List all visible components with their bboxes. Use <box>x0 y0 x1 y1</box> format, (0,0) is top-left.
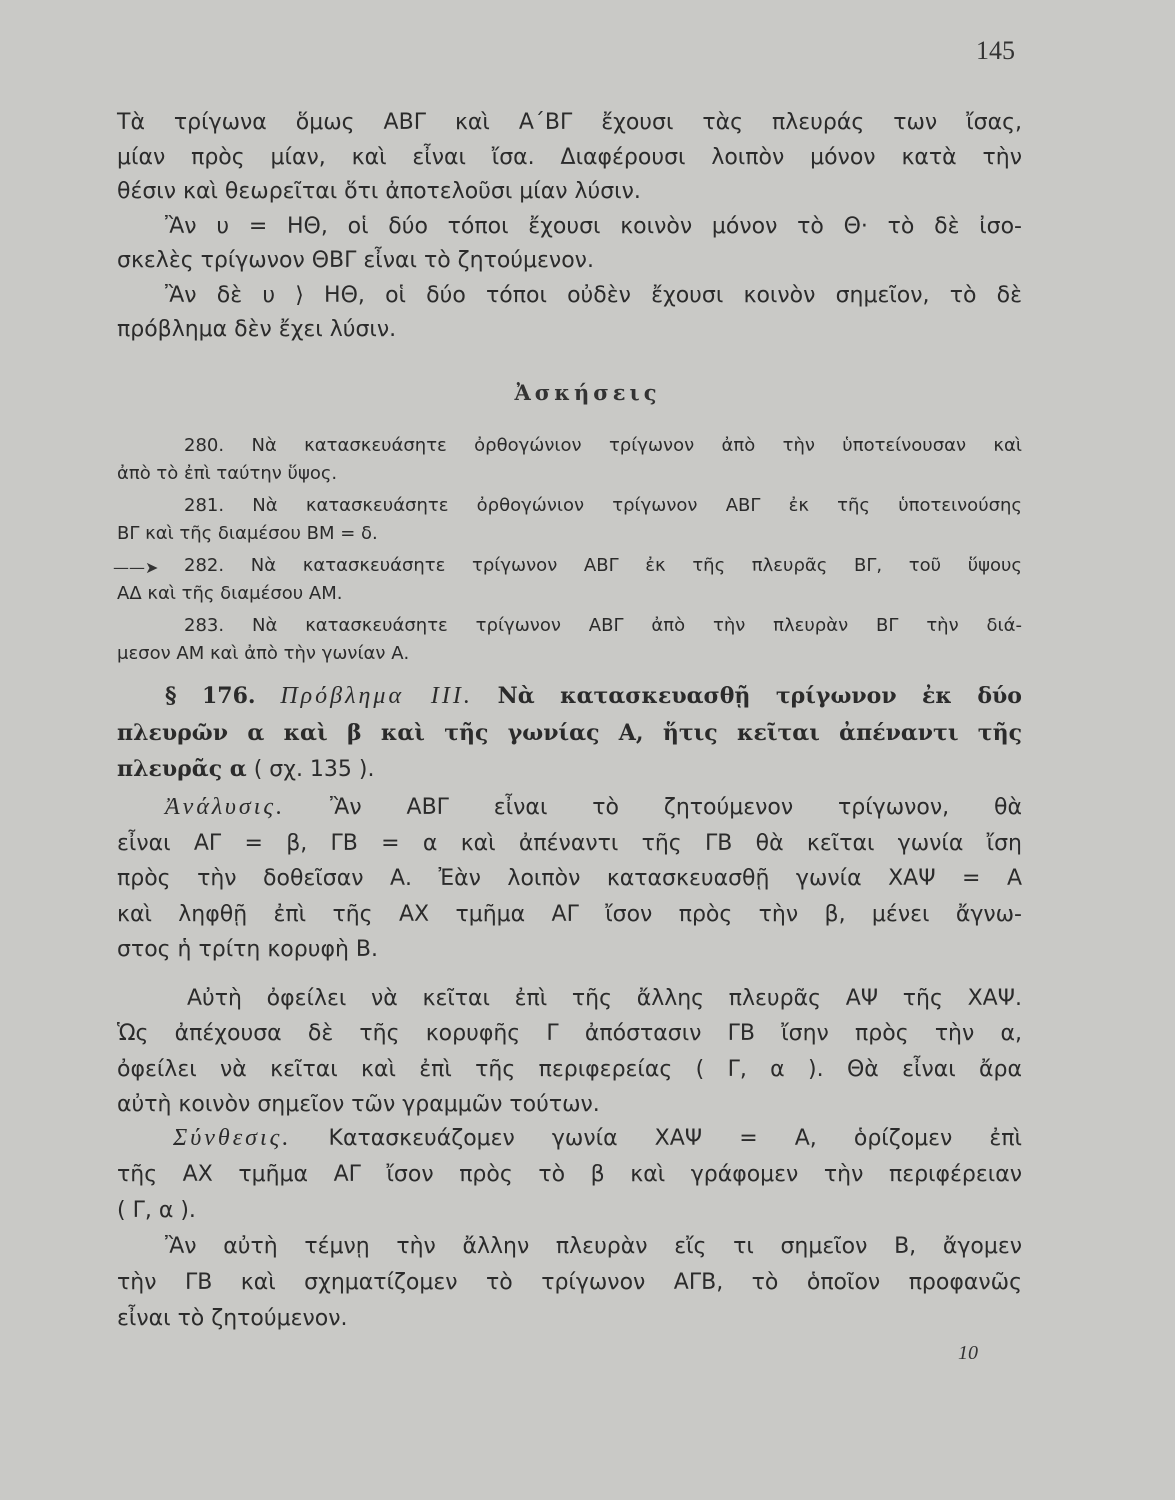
intro-paragraph-1 <box>117 106 1022 210</box>
text-line: τῆς ΑΧ τμῆμα ΑΓ ἴσον πρὸς τὸ β καὶ γράφομεν τὴν περιφέρειαν <box>117 1162 1022 1187</box>
text-line: Ἂν αὐτὴ τέμνῃ τὴν ἄλλην πλευρὰν εἴς τι σημεῖον Β, ἄγομεν <box>165 1234 1022 1259</box>
exercise-281 <box>117 492 1022 548</box>
analysis-label: Ἀνάλυσις. <box>165 794 286 820</box>
text-line: πρὸς τὴν δοθεῖσαν Α. Ἐὰν λοιπὸν κατασκευασθῇ γωνία ΧΑΨ = Α <box>117 866 1022 891</box>
exercise-line: ἀπὸ τὸ ἐπὶ ταύτην ὕψος. <box>117 463 338 484</box>
page-number: 145 <box>976 36 1015 65</box>
text-line: στος ἡ τρίτη κορυφὴ Β. <box>117 937 378 962</box>
section-title-line: πλευρᾶς α ( σχ. 135 ). <box>117 756 375 782</box>
exercise-line: ΒΓ καὶ τῆς διαμέσου ΒΜ = δ. <box>117 523 378 544</box>
exercise-list <box>113 432 1022 668</box>
exercise-283 <box>117 612 1022 668</box>
synthesis-label: Σύνθεσις. <box>173 1125 292 1151</box>
intro-paragraph-2 <box>117 210 1022 245</box>
exercise-line: ΑΔ καὶ τῆς διαμέσου ΑΜ. <box>117 583 343 604</box>
exercise-line: 282. Νὰ κατασκευάσητε τρίγωνον ΑΒΓ ἐκ τῆς πλευρᾶς ΒΓ, τοῦ ὕψους <box>184 555 1022 576</box>
exercise-282 <box>113 552 1022 608</box>
exercise-line: 283. Νὰ κατασκευάσητε τρίγωνον ΑΒΓ ἀπὸ τὴν πλευρὰν ΒΓ τὴν διά- <box>184 615 1022 636</box>
exercise-line: 281. Νὰ κατασκευάσητε ὀρθογώνιον τρίγωνον ΑΒΓ ἐκ τῆς ὑποτεινούσης <box>184 495 1022 516</box>
section-176 <box>117 678 1022 788</box>
exercises-heading: Ἀσκήσεις <box>514 380 661 405</box>
intro-text <box>117 106 1022 348</box>
text-line: ( Γ, α ). <box>117 1198 196 1223</box>
analysis-first-line: Ἀνάλυσις. Ἂν ΑΒΓ εἶναι τὸ ζητούμενον τρίγωνον, θὰ <box>165 794 1022 820</box>
synthesis-first-line: Σύνθεσις. Κατασκευάζομεν γωνία ΧΑΨ = Α, ὁρίζομεν ἐπὶ <box>173 1125 1022 1151</box>
intro-paragraph-3-cont <box>117 313 1022 348</box>
figure-reference: ( σχ. 135 ). <box>253 757 375 782</box>
section-title: Νὰ κατασκευασθῇ τρίγωνον ἐκ δύο <box>497 683 1022 709</box>
text-line: τὴν ΓΒ καὶ σχηματίζομεν τὸ τρίγωνον ΑΓΒ, τὸ ὁποῖον προφανῶς <box>117 1270 1022 1295</box>
text-line: καὶ ληφθῇ ἐπὶ τῆς ΑΧ τμῆμα ΑΓ ἴσον πρὸς τὴν β, μένει ἄγνω- <box>117 901 1022 927</box>
analysis <box>117 790 1022 1123</box>
section-title-line <box>117 678 1022 715</box>
text-line: Ἂν δὲ υ ⟩ ΗΘ, οἱ δύο τόποι οὐδὲν ἔχουσι κοινὸν σημεῖον, τὸ δὲ <box>165 282 1022 308</box>
text-line: μίαν πρὸς μίαν, καὶ εἶναι ἴσα. Διαφέρουσι λοιπὸν μόνον κατὰ τὴν <box>117 144 1022 170</box>
signature-number: 10 <box>958 1342 978 1364</box>
text-line: Τὰ τρίγωνα ὅμως ΑΒΓ καὶ Α΄ΒΓ ἔχουσι τὰς πλευράς των ἴσας, <box>117 110 1022 135</box>
text-line: Ἂν υ = ΗΘ, οἱ δύο τόποι ἔχουσι κοινὸν μόνον τὸ Θ· τὸ δὲ ἰσο- <box>165 213 1022 239</box>
text-line: αὐτὴ κοινὸν σημεῖον τῶν γραμμῶν τούτων. <box>117 1092 600 1117</box>
text-line: πρόβλημα δὲν ἔχει λύσιν. <box>117 317 397 342</box>
text-line: σκελὲς τρίγωνον ΘΒΓ εἶναι τὸ ζητούμενον. <box>117 248 594 273</box>
intro-paragraph-2-cont <box>117 244 1022 279</box>
text-line: εἶναι ΑΓ = β, ΓΒ = α καὶ ἀπέναντι τῆς ΓΒ θὰ κεῖται γωνία ἴση <box>117 830 1022 856</box>
exercise-line: μεσον ΑΜ καὶ ἀπὸ τὴν γωνίαν Α. <box>117 643 410 664</box>
text-line: θέσιν καὶ θεωρεῖται ὅτι ἀποτελοῦσι μίαν λύσιν. <box>117 179 641 204</box>
section-label: Πρόβλημα ΙΙΙ. <box>280 683 473 709</box>
handwritten-arrow-mark: ——➤ <box>113 558 159 577</box>
exercise-line: 280. Νὰ κατασκευάσητε ὀρθογώνιον τρίγωνον ἀπὸ τὴν ὑποτείνουσαν καὶ <box>184 435 1022 456</box>
exercise-280 <box>117 432 1022 488</box>
text-line: εἶναι τὸ ζητούμενον. <box>117 1306 348 1331</box>
intro-paragraph-3 <box>117 279 1022 314</box>
text-line: ὀφείλει νὰ κεῖται καὶ ἐπὶ τῆς περιφερείας ( Γ, α ). Θὰ εἶναι ἄρα <box>117 1056 1022 1082</box>
section-number: § 176. <box>165 683 256 709</box>
text-line: Ὡς ἀπέχουσα δὲ τῆς κορυφῆς Γ ἀπόστασιν ΓΒ ἴσην πρὸς τὴν α, <box>117 1021 1022 1046</box>
synthesis <box>117 1120 1022 1337</box>
text-line: Αὐτὴ ὀφείλει νὰ κεῖται ἐπὶ τῆς ἄλλης πλευρᾶς ΑΨ τῆς ΧΑΨ. <box>187 985 1022 1011</box>
section-title-line: πλευρῶν α καὶ β καὶ τῆς γωνίας Α, ἥτις κεῖται ἀπέναντι τῆς <box>117 720 1022 746</box>
